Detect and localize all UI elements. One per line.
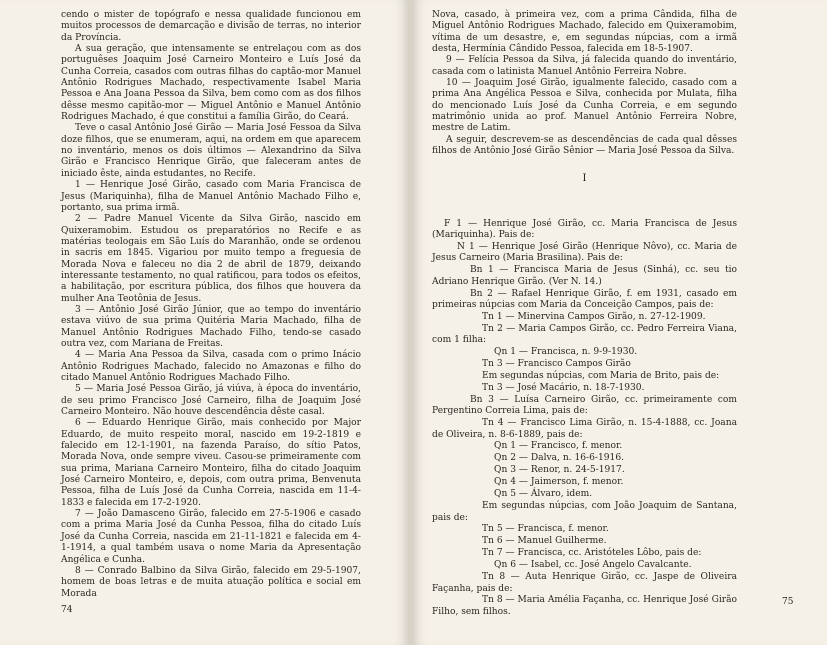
genealogy-entry: Tn 4 — Francisco Lima Girão, n. 15-4-1888, cc. Joana de Oliveira, n. 8-6-1889, pais de: (432, 418, 737, 440)
paragraph: Nova, casado, à primeira vez, com a prima Cândida, filha de Miguel Antônio Rodrigues Machado, falecido em Quixeramobim, vítima de um desastre, e, em segundas núpcias, com a irmã desta, Hermínia Cândido Pessoa, falecida em 18-5-1907. (432, 10, 737, 55)
paragraph: 4 — Maria Ana Pessoa da Silva, casada com o primo Inácio Antônio Rodrigues Machado, falecido no Amazonas e filho do citado Manuel Antônio Rodrigues Machado Filho. (61, 350, 361, 383)
genealogy-entry: Tn 3 — Francisco Campos Girão (482, 359, 631, 370)
paragraph: 5 — Maria José Pessoa Girão, já viúva, à época do inventário, de seu primo Francisco José Carneiro, filha de Joaquim José Carneiro Monteiro. Não houve descendência dêste casal. (61, 384, 361, 418)
paragraph: cendo o mister de topógrafo e nessa qualidade funcionou em muitos processos de demarcação e divisão de terras, no interior da Província. (61, 10, 361, 43)
right-page (413, 0, 827, 645)
genealogy-entry: Qn 6 — Isabel, cc. José Angelo Cavalcante. (494, 560, 692, 571)
genealogy-entry: Qn 1 — Francisca, n. 9-9-1930. (494, 347, 638, 358)
paragraph: Teve o casal Antônio José Girão — Maria José Fessoa da Silva doze filhos, que se enumeram, aqui, na ordem em que aparecem no inventário, menos os dois últimos — Alexandrino da Silva Girão e Francisco Henrique Girão, que faleceram antes de iniciado êste, ainda estudantes, no Recife. (61, 123, 361, 179)
genealogy-entry: Qn 1 — Francisco, f. menor. (494, 441, 623, 452)
paragraph: 2 — Padre Manuel Vicente da Silva Girão, nascido em Quixeramobim. Estudou os preparatórios no Recife e as matérias teologais em São Luís do Maranhão, onde se ordenou in sacris em 1845. Vigariou por muito tempo a freguesia de Morada Nova e faleceu no dia 2 de abril de 1879, deixando interessante testamento, no qual ratificou, para todos os efeitos, a habilitação, por escritura pública, dos filhos que houvera da mulher Ana Teotônia de Jesus. (61, 214, 361, 304)
genealogy-entry: Bn 3 — Luísa Carneiro Girão, cc. primeiramente com Pergentino Correia Lima, pais de: (432, 394, 737, 417)
genealogy-entry: Tn 2 — Maria Campos Girão, cc. Pedro Ferreira Viana, com 1 filha: (432, 323, 737, 346)
genealogy-entry: Bn 2 — Rafael Henrique Girão, f. em 1931, casado em primeiras núpcias com Maria da Conceição Campos, pais de: (432, 288, 737, 310)
page-number: 75 (782, 597, 794, 607)
paragraph: 7 — João Damasceno Girão, falecido em 27-5-1906 e casado com a prima Maria José da Cunha Pessoa, filha do citado Luís José da Cunha Correia, nascida em 21-11-1821 e falecida em 4-1-1914, a qual também usava o nome Maria da Apresentação Angélica e Cunha. (61, 509, 361, 565)
genealogy-entry: Tn 1 — Minervina Campos Girão, n. 27-12-1909. (482, 311, 706, 322)
section-heading: I (582, 173, 587, 185)
paragraph: 9 — Felícia Pessoa da Silva, já falecida quando do inventário, casada com o latinista Manuel Antônio Ferreira Nobre. (432, 55, 737, 77)
genealogy-entry: Qn 3 — Renor, n. 24-5-1917. (494, 465, 625, 476)
paragraph: 6 — Eduardo Henrique Girão, mais conhecido por Major Eduardo, de muito respeito moral, nascido em 19-2-1819 e falecido em 12-1-1901, na fazenda Paraíso, do sítio Patos, Morada Nova, onde sempre viveu. Casou-se primeiramente com sua prima, Mariana Carneiro Monteiro, filha do citado Joaquim José Carneiro Monteiro, e, depois, com outra prima, Benvenuta Pessoa, filha de Luís José da Cunha Correia, nascida em 11-4-1833 e falecida em 17-2-1920. (61, 418, 361, 508)
right-text-column (432, 10, 737, 619)
left-text-column (61, 10, 361, 600)
paragraph: 1 — Henrique José Girão, casado com Maria Francisca de Jesus (Mariquinha), filha de Manuel Antônio Machado Filho e, portanto, sua prima irmã. (61, 180, 361, 213)
paragraph: 8 — Conrado Balbino da Silva Girão, falecido em 29-5-1907, homem de boas letras e de muita atuação política e social em Morada (61, 565, 361, 599)
genealogy-entry: N 1 — Henrique José Girão (Henrique Nôvo), cc. Maria de Jesus Carneiro (Maria Brasilina). Pais de: (432, 242, 737, 264)
genealogy-entry: Tn 3 — José Macário, n. 18-7-1930. (482, 382, 645, 393)
genealogy-entry: Qn 2 — Dalva, n. 16-6-1916. (494, 453, 624, 464)
genealogy-entry: Tn 6 — Manuel Guilherme. (482, 536, 607, 547)
genealogy-entry: F 1 — Henrique José Girão, cc. Maria Francisca de Jesus (Mariquinha). Pais de: (432, 218, 737, 241)
paragraph: 10 — Joaquim José Girão, igualmente falecido, casado com a prima Ana Angélica Pessoa e Silva, conhecida por Mulata, filha do mencionado Luís José da Cunha Correia, e em segundo matrimônio unida ao prof. Manuel Antônio Ferreira Nobre, mestre de Latim. (432, 78, 737, 134)
page-number: 74 (61, 605, 73, 615)
paragraph: 3 — Antônio José Girão Júnior, que ao tempo do inventário estava viúvo de sua prima Quitéria Maria Machado, filha de Manuel Antônio Rodrigues Machado Filho, tendo-se casado outra vez, com Mariana de Freitas. (61, 304, 361, 349)
genealogy-entry: Qn 4 — Jaimerson, f. menor. (494, 477, 624, 488)
genealogy-entry: Tn 8 — Maria Amélia Façanha, cc. Henrique José Girão Filho, sem filhos. (432, 595, 737, 617)
genealogy-entry: Em segundas núpcias, com João Joaquim de Santana, pais de: (432, 501, 737, 523)
paragraph: A sua geração, que intensamente se entrelaçou com as dos portuguêses Joaquim José Carneiro Monteiro e Luís José da Cunha Correia, casados com outras filhas do captão-mor Manuel Antônio Rodrigues Machado, respectivamente Isabel Maria Pessoa e Ana Joana Pessoa da Silva, bem como com as dos filhos dêsse mesmo capitão-mor — Miguel Antônio e Manuel Antônio Rodrigues Machado, é que constitui a família Girão, do Ceará. (61, 44, 361, 123)
genealogy-entry: Tn 7 — Francisca, cc. Aristóteles Lôbo, pais de: (482, 548, 702, 559)
genealogy-entry: Tn 8 — Auta Henrique Girão, cc. Jaspe de Oliveira Façanha, pais de: (432, 572, 737, 594)
genealogy-entry: Tn 5 — Francisca, f. menor. (482, 524, 609, 535)
genealogy-entry: Bn 1 — Francisca Maria de Jesus (Sinhá), cc. seu tio Adriano Henrique Girão. (Ver N. 14.) (432, 265, 737, 287)
genealogy-list (432, 219, 737, 618)
paragraph: A seguir, descrevem-se as descendências de cada qual dêsses filhos de Antônio José Girão Sênior — Maria José Pessoa da Silva. (432, 134, 737, 157)
genealogy-entry: Qn 5 — Álvaro, idem. (494, 489, 593, 500)
left-page (0, 0, 408, 645)
genealogy-entry: Em segundas núpcias, com Maria de Brito, pais de: (482, 371, 720, 382)
